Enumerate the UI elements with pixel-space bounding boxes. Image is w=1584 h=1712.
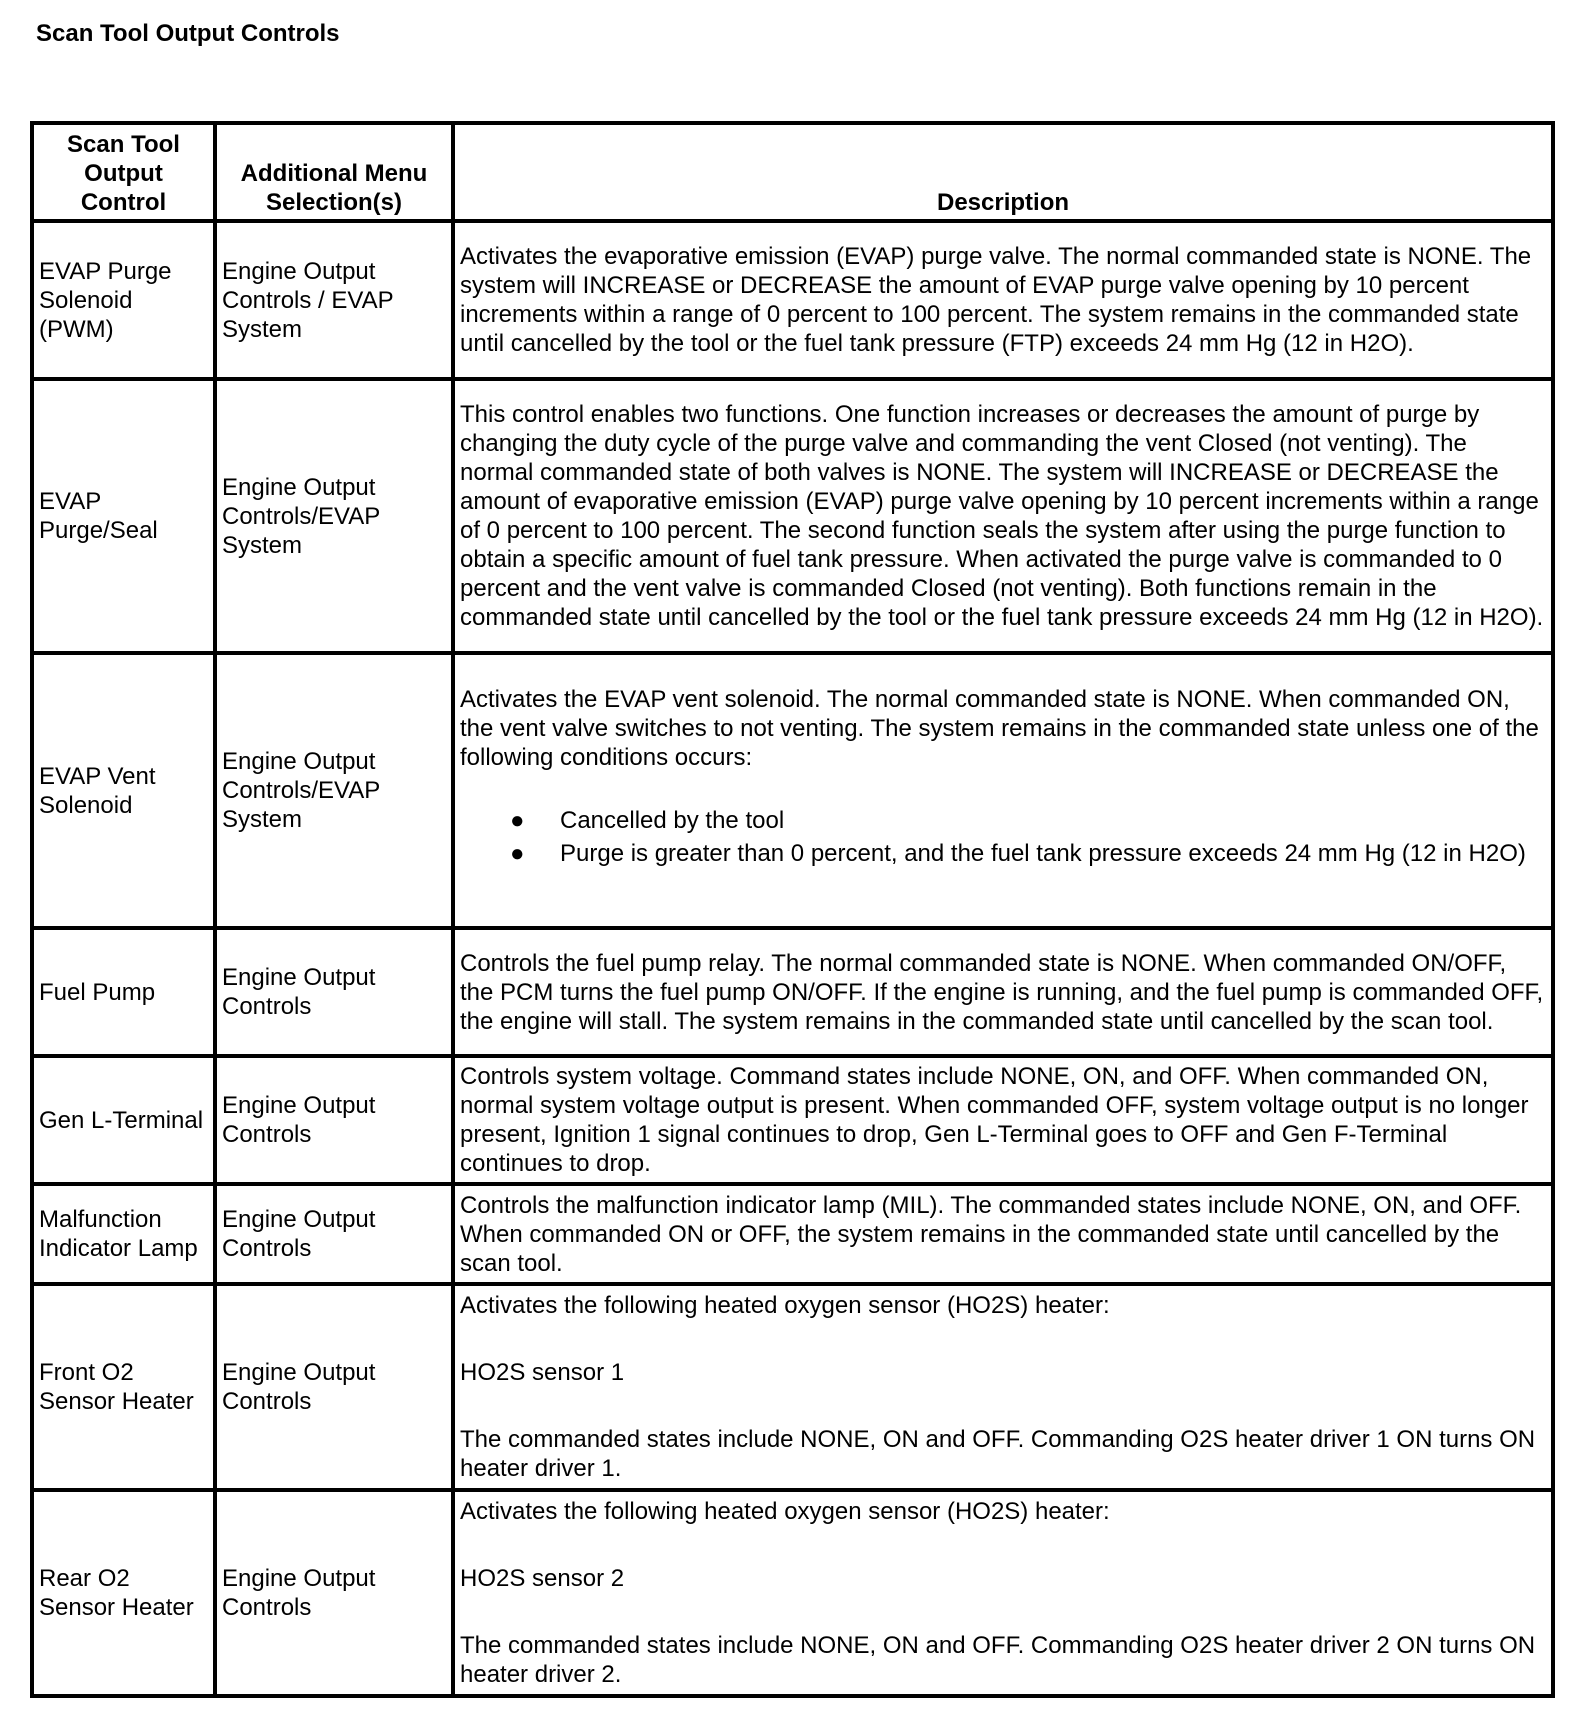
menu-selection: Engine Output Controls (215, 1184, 453, 1284)
description: Controls the malfunction indicator lamp (MIL). The commanded states include NONE, ON, and OFF. When commanded ON or OFF, the system remains in the commanded state until cancelled by the scan tool. (453, 1184, 1553, 1284)
control-name: Fuel Pump (32, 928, 215, 1056)
control-name: Rear O2 Sensor Heater (32, 1490, 215, 1696)
description-sensor: HO2S sensor 1 (460, 1359, 625, 1386)
table-header-row (32, 123, 1553, 221)
header-scan-tool-output-control: Scan Tool Output Control (32, 123, 215, 221)
description (453, 1490, 1553, 1696)
description-intro: Activates the following heated oxygen sensor (HO2S) heater: (460, 1292, 1110, 1319)
control-name: EVAP Purge Solenoid (PWM) (32, 221, 215, 379)
control-name: Gen L-Terminal (32, 1056, 215, 1184)
menu-selection: Engine Output Controls (215, 1056, 453, 1184)
description-intro: Activates the following heated oxygen sensor (HO2S) heater: (460, 1498, 1110, 1525)
description-sensor: HO2S sensor 2 (460, 1565, 625, 1592)
output-controls-table (30, 121, 1555, 1698)
menu-selection: Engine Output Controls / EVAP System (215, 221, 453, 379)
table-row (32, 1184, 1553, 1284)
description (453, 653, 1553, 928)
header-additional-menu-selections: Additional Menu Selection(s) (215, 123, 453, 221)
table-row (32, 1490, 1553, 1696)
description-text: Activates the EVAP vent solenoid. The normal commanded state is NONE. When commanded ON, the vent valve switches to not venting. The system remains in the commanded state unless one of the following conditions occurs: (460, 686, 1539, 771)
table-row (32, 221, 1553, 379)
menu-selection: Engine Output Controls/EVAP System (215, 379, 453, 653)
list-item (460, 806, 1546, 835)
header-description: Description (453, 123, 1553, 221)
table-row (32, 928, 1553, 1056)
list-item (460, 839, 1546, 868)
control-name: EVAP Vent Solenoid (32, 653, 215, 928)
page-title: Scan Tool Output Controls (36, 20, 340, 47)
menu-selection: Engine Output Controls (215, 1490, 453, 1696)
list-item-text: Purge is greater than 0 percent, and the fuel tank pressure exceeds 24 mm Hg (12 in H2O) (560, 840, 1526, 867)
menu-selection: Engine Output Controls (215, 928, 453, 1056)
table-row (32, 653, 1553, 928)
bullet-icon: ● (510, 807, 525, 834)
bullet-icon: ● (510, 840, 525, 867)
list-item-text: Cancelled by the tool (560, 807, 785, 834)
description-detail: The commanded states include NONE, ON and OFF. Commanding O2S heater driver 2 ON turns ON heater driver 2. (460, 1632, 1536, 1688)
control-name: Front O2 Sensor Heater (32, 1284, 215, 1490)
control-name: EVAP Purge/Seal (32, 379, 215, 653)
table-row (32, 1056, 1553, 1184)
menu-selection: Engine Output Controls (215, 1284, 453, 1490)
table-row (32, 379, 1553, 653)
description: This control enables two functions. One function increases or decreases the amount of purge by changing the duty cycle of the purge valve and commanding the vent Closed (not venting). The normal commanded state of both valves is NONE. The system will INCREASE or DECREASE the amount of evaporative emission (EVAP) purge valve opening by 10 percent increments within a range of 0 percent to 100 percent. The second function seals the system after using the purge function to obtain a specific amount of fuel tank pressure. When activated the purge valve is commanded to 0 percent and the vent valve is commanded Closed (not venting). Both functions remain in the commanded state until cancelled by the tool or the fuel tank pressure exceeds 24 mm Hg (12 in H2O). (453, 379, 1553, 653)
table-row (32, 1284, 1553, 1490)
conditions-list (460, 806, 1546, 868)
menu-selection: Engine Output Controls/EVAP System (215, 653, 453, 928)
description: Activates the evaporative emission (EVAP) purge valve. The normal commanded state is NONE. The system will INCREASE or DECREASE the amount of EVAP purge valve opening by 10 percent increments within a range of 0 percent to 100 percent. The system remains in the commanded state until cancelled by the tool or the fuel tank pressure (FTP) exceeds 24 mm Hg (12 in H2O). (453, 221, 1553, 379)
description-detail: The commanded states include NONE, ON and OFF. Commanding O2S heater driver 1 ON turns ON heater driver 1. (460, 1426, 1536, 1482)
description (453, 1284, 1553, 1490)
description: Controls system voltage. Command states include NONE, ON, and OFF. When commanded ON, normal system voltage output is present. When commanded OFF, system voltage output is no longer present, Ignition 1 signal continues to drop, Gen L-Terminal goes to OFF and Gen F-Terminal continues to drop. (453, 1056, 1553, 1184)
description: Controls the fuel pump relay. The normal commanded state is NONE. When commanded ON/OFF, the PCM turns the fuel pump ON/OFF. If the engine is running, and the fuel pump is commanded OFF, the engine will stall. The system remains in the commanded state until cancelled by the scan tool. (453, 928, 1553, 1056)
control-name: Malfunction Indicator Lamp (32, 1184, 215, 1284)
